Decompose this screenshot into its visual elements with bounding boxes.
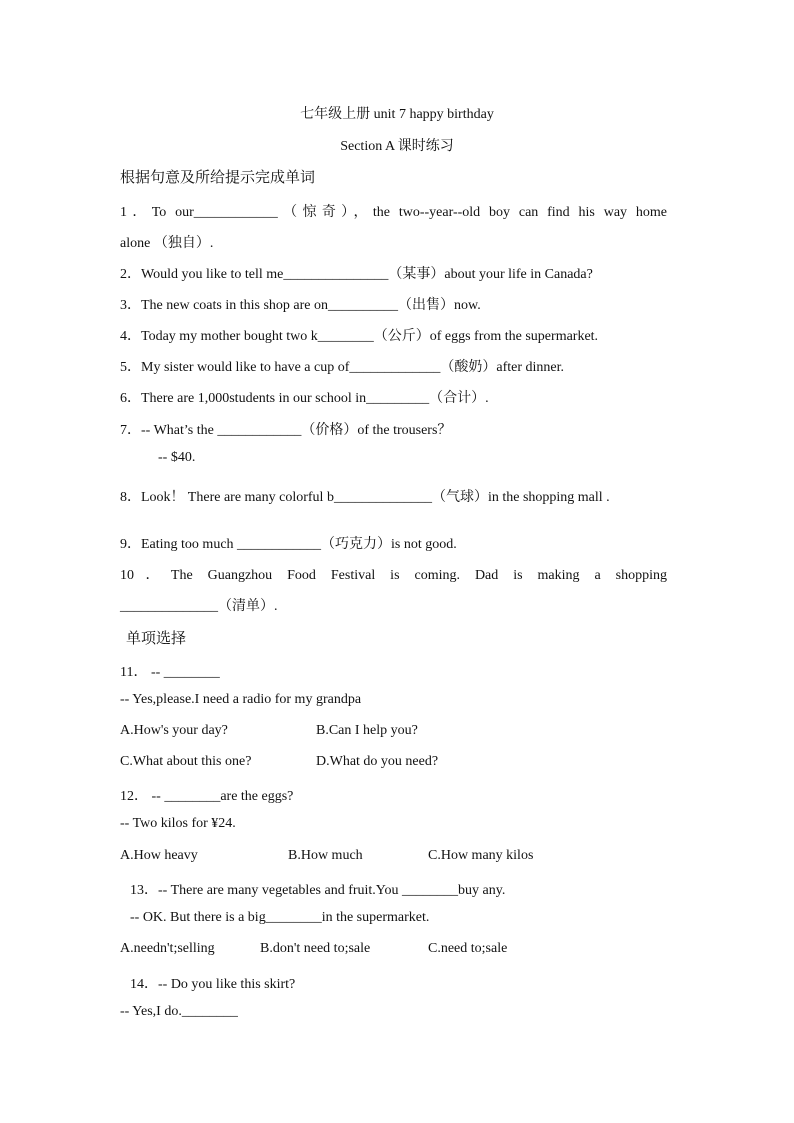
question-line: alone （独自）. <box>120 236 214 251</box>
question-line: 11． -- ________ <box>120 665 220 680</box>
option-b: B.How much <box>288 848 363 863</box>
option-b: B.don't need to;sale <box>260 941 371 956</box>
question-line: 9．Eating too much ____________（巧克力）is not good. <box>120 537 457 552</box>
option-a: A.How's your day? <box>120 723 228 738</box>
page-subtitle: Section A 课时练习 <box>340 139 454 154</box>
option-c: C.need to;sale <box>428 941 508 956</box>
question-line: ______________（清单）. <box>120 599 278 614</box>
question-line: 7．-- What’s the ____________（价格）of the trousers？ <box>120 423 452 438</box>
question-line: -- Two kilos for ¥24. <box>120 816 236 831</box>
option-a: A.needn't;selling <box>120 941 215 956</box>
option-d: D.What do you need? <box>316 754 439 769</box>
section-heading-multiple-choice: 单项选择 <box>126 629 187 647</box>
question-line: 6．There are 1,000students in our school in_________（合计）. <box>120 391 489 406</box>
question-line: 5．My sister would like to have a cup of_____________（酸奶）after dinner. <box>120 360 565 375</box>
option-c: C.What about this one? <box>120 754 252 769</box>
question-line: 4．Today my mother bought two k________（公斤）of eggs from the supermarket. <box>120 329 599 344</box>
section-heading-fill-in: 根据句意及所给提示完成单词 <box>120 168 316 186</box>
question-line: 3．The new coats in this shop are on__________（出售）now. <box>120 298 481 313</box>
option-a: A.How heavy <box>120 848 198 863</box>
question-line: 8．Look！ There are many colorful b______________（气球）in the shopping mall . <box>120 490 610 505</box>
question-line: 14．-- Do you like this skirt? <box>130 977 296 992</box>
answer-line: -- $40. <box>158 450 196 465</box>
question-line: -- Yes,please.I need a radio for my grandpa <box>120 692 362 707</box>
option-b: B.Can I help you? <box>316 723 418 738</box>
question-line: 1．To our____________（惊奇），the two--year--old boy can find his way home <box>120 205 667 220</box>
question-line: 10．The Guangzhou Food Festival is coming. Dad is making a shopping <box>120 568 667 583</box>
question-line: 2．Would you like to tell me_______________（某事）about your life in Canada? <box>120 267 593 282</box>
question-line: -- OK. But there is a big________in the supermarket. <box>130 910 430 925</box>
question-line: 13．-- There are many vegetables and fruit.You ________buy any. <box>130 883 506 898</box>
option-c: C.How many kilos <box>428 848 534 863</box>
question-line: 12． -- ________are the eggs? <box>120 789 294 804</box>
page-title: 七年级上册 unit 7 happy birthday <box>300 107 494 122</box>
question-line: -- Yes,I do.________ <box>120 1004 238 1019</box>
